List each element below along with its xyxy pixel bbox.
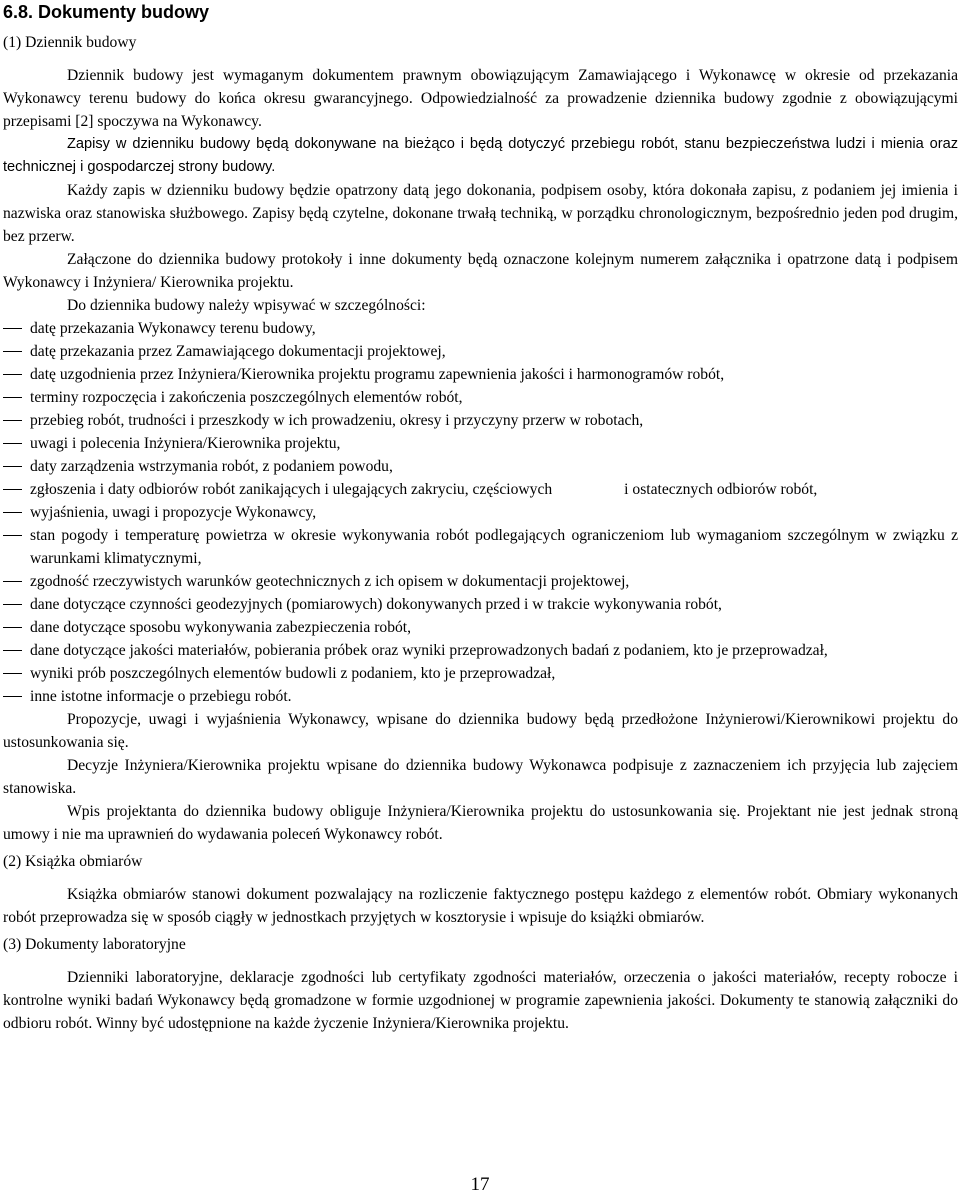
list-item: datę uzgodnienia przez Inżyniera/Kierownika projektu programu zapewnienia jakości i harmonogramów robót, — [3, 363, 958, 386]
list-item: przebieg robót, trudności i przeszkody w ich prowadzeniu, okresy i przyczyny przerw w robotach, — [3, 409, 958, 432]
list-item: inne istotne informacje o przebiegu robót. — [3, 685, 958, 708]
list-item: stan pogody i temperaturę powietrza w okresie wykonywania robót podlegających ograniczeniom lub wymaganiom szczególnym w związku z warunkami klimatycznymi, — [3, 524, 958, 570]
list-item: daty zarządzenia wstrzymania robót, z podaniem powodu, — [3, 455, 958, 478]
list-item-text-tail: i ostatecznych odbiorów robót, — [624, 481, 818, 498]
paragraph: Każdy zapis w dzienniku budowy będzie opatrzony datą jego dokonania, podpisem osoby, która dokonała zapisu, z podaniem jej imienia i nazwiska oraz stanowiska służbowego. Zapisy będą czytelne, dokonane trwałą techniką, w porządku chronologicznym, bezpośrednio jeden pod drugim, bez przerw. — [3, 182, 958, 245]
list-item — [3, 478, 958, 501]
list-item: dane dotyczące sposobu wykonywania zabezpieczenia robót, — [3, 616, 958, 639]
list-item: wyjaśnienia, uwagi i propozycje Wykonawcy, — [3, 501, 958, 524]
list-item: uwagi i polecenia Inżyniera/Kierownika projektu, — [3, 432, 958, 455]
list-item: terminy rozpoczęcia i zakończenia poszczególnych elementów robót, — [3, 386, 958, 409]
paragraph: Dzienniki laboratoryjne, deklaracje zgodności lub certyfikaty zgodności materiałów, orzeczenia o jakości materiałów, recepty robocze i kontrolne wyniki badań Wykonawcy będą gromadzone w formie uzgodnionej w programie zapewnienia jakości. Dokumenty te stanowią załączniki do odbioru robót. Winny być udostępnione na każde życzenie Inżyniera/Kierownika projektu. — [3, 969, 958, 1032]
list-item: wyniki prób poszczególnych elementów budowli z podaniem, kto je przeprowadzał, — [3, 662, 958, 685]
list-item: dane dotyczące czynności geodezyjnych (pomiarowych) dokonywanych przed i w trakcie wykonywania robót, — [3, 593, 958, 616]
paragraph: Załączone do dziennika budowy protokoły i inne dokumenty będą oznaczone kolejnym numerem załącznika i opatrzone datą i podpisem Wykonawcy i Inżyniera/ Kierownika projektu. — [3, 251, 958, 291]
list-item: zgodność rzeczywistych warunków geotechnicznych z ich opisem w dokumentacji projektowej, — [3, 570, 958, 593]
paragraph: Propozycje, uwagi i wyjaśnienia Wykonawcy, wpisane do dziennika budowy będą przedłożone Inżynierowi/Kierownikowi projektu do ustosunkowania się. — [3, 711, 958, 751]
list-item: dane dotyczące jakości materiałów, pobierania próbek oraz wyniki przeprowadzonych badań z podaniem, kto je przeprowadzał, — [3, 639, 958, 662]
document-body — [3, 31, 958, 1035]
list-item: datę przekazania Wykonawcy terenu budowy, — [3, 317, 958, 340]
section-heading: 6.8. Dokumenty budowy — [3, 2, 210, 22]
subsection-title-dziennik: (1) Dziennik budowy — [3, 34, 137, 51]
paragraph: Decyzje Inżyniera/Kierownika projektu wpisane do dziennika budowy Wykonawca podpisuje z zaznaczeniem ich przyjęcia lub zajęciem stanowiska. — [3, 757, 958, 797]
paragraph: Do dziennika budowy należy wpisywać w szczególności: — [67, 297, 426, 314]
page-number: 17 — [470, 1174, 490, 1195]
subsection-title-laboratoryjne: (3) Dokumenty laboratoryjne — [3, 936, 186, 953]
paragraph: Książka obmiarów stanowi dokument pozwalający na rozliczenie faktycznego postępu każdego z elementów robót. Obmiary wykonanych robót przeprowadza się w sposób ciągły w jednostkach przyjętych w kosztorysie i wpisuje do książki obmiarów. — [3, 886, 958, 926]
paragraph: Zapisy w dzienniku budowy będą dokonywane na bieżąco i będą dotyczyć przebiegu robót, stanu bezpieczeństwa ludzi i mienia oraz technicznej i gospodarczej strony budowy. — [3, 136, 958, 175]
paragraph: Dziennik budowy jest wymaganym dokumentem prawnym obowiązującym Zamawiającego i Wykonawcę w okresie od przekazania Wykonawcy terenu budowy do końca okresu gwarancyjnego. Odpowiedzialność za prowadzenie dziennika budowy zgodnie z obowiązującymi przepisami [2] spoczywa na Wykonawcy. — [3, 67, 958, 130]
subsection-title-ksiazka: (2) Książka obmiarów — [3, 853, 143, 870]
dash-list — [3, 317, 958, 708]
paragraph: Wpis projektanta do dziennika budowy obliguje Inżyniera/Kierownika projektu do ustosunkowania się. Projektant nie jest jednak stroną umowy i nie ma uprawnień do wydawania poleceń Wykonawcy robót. — [3, 803, 958, 843]
list-item-text: zgłoszenia i daty odbiorów robót zanikających i ulegających zakryciu, częściowych — [30, 481, 553, 498]
list-item: datę przekazania przez Zamawiającego dokumentacji projektowej, — [3, 340, 958, 363]
